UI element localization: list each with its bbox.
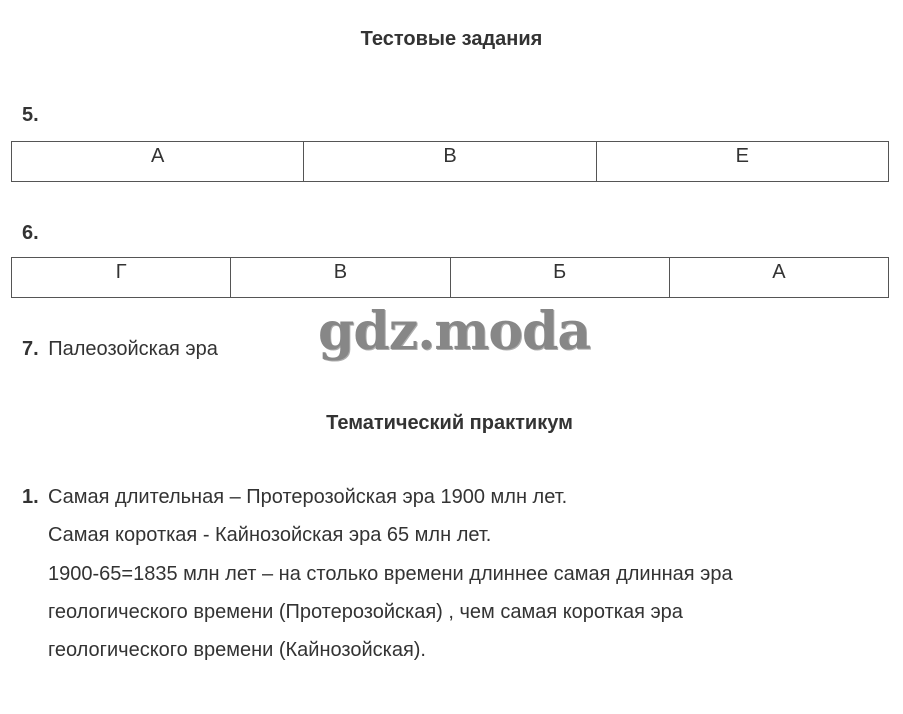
answer-line: 1900-65=1835 млн лет – на столько времени длиннее самая длинная эра (48, 563, 733, 585)
question-7-answer: Палеозойская эра (48, 338, 218, 360)
answer-cell: Б (450, 258, 669, 298)
answer-line: Самая длительная – Протерозойская эра 1900 млн лет. (48, 486, 568, 508)
answer-line: Самая короткая - Кайнозойская эра 65 млн лет. (48, 524, 492, 546)
practicum-item-1-number: 1. (22, 486, 39, 508)
question-7 (22, 338, 218, 361)
question-6-number: 6. (22, 222, 39, 244)
answer-line: геологического времени (Кайнозойская). (48, 639, 426, 661)
question-5-number: 5. (22, 104, 39, 126)
table-row (12, 142, 889, 182)
answer-cell: В (231, 258, 450, 298)
answer-cell: Г (12, 258, 231, 298)
section-title-practicum: Тематический практикум (326, 412, 573, 434)
answer-cell: Е (596, 142, 888, 182)
question-5-answer-table (11, 141, 889, 182)
answer-cell: А (669, 258, 888, 298)
section-title-test-tasks: Тестовые задания (360, 28, 543, 50)
question-7-number: 7. (22, 338, 39, 360)
question-6-answer-table (11, 257, 889, 298)
table-row (12, 258, 889, 298)
watermark-logo: gdz.moda (318, 301, 591, 362)
answer-cell: В (304, 142, 596, 182)
answer-cell: А (12, 142, 304, 182)
answer-line: геологического времени (Протерозойская) , чем самая короткая эра (48, 601, 683, 623)
